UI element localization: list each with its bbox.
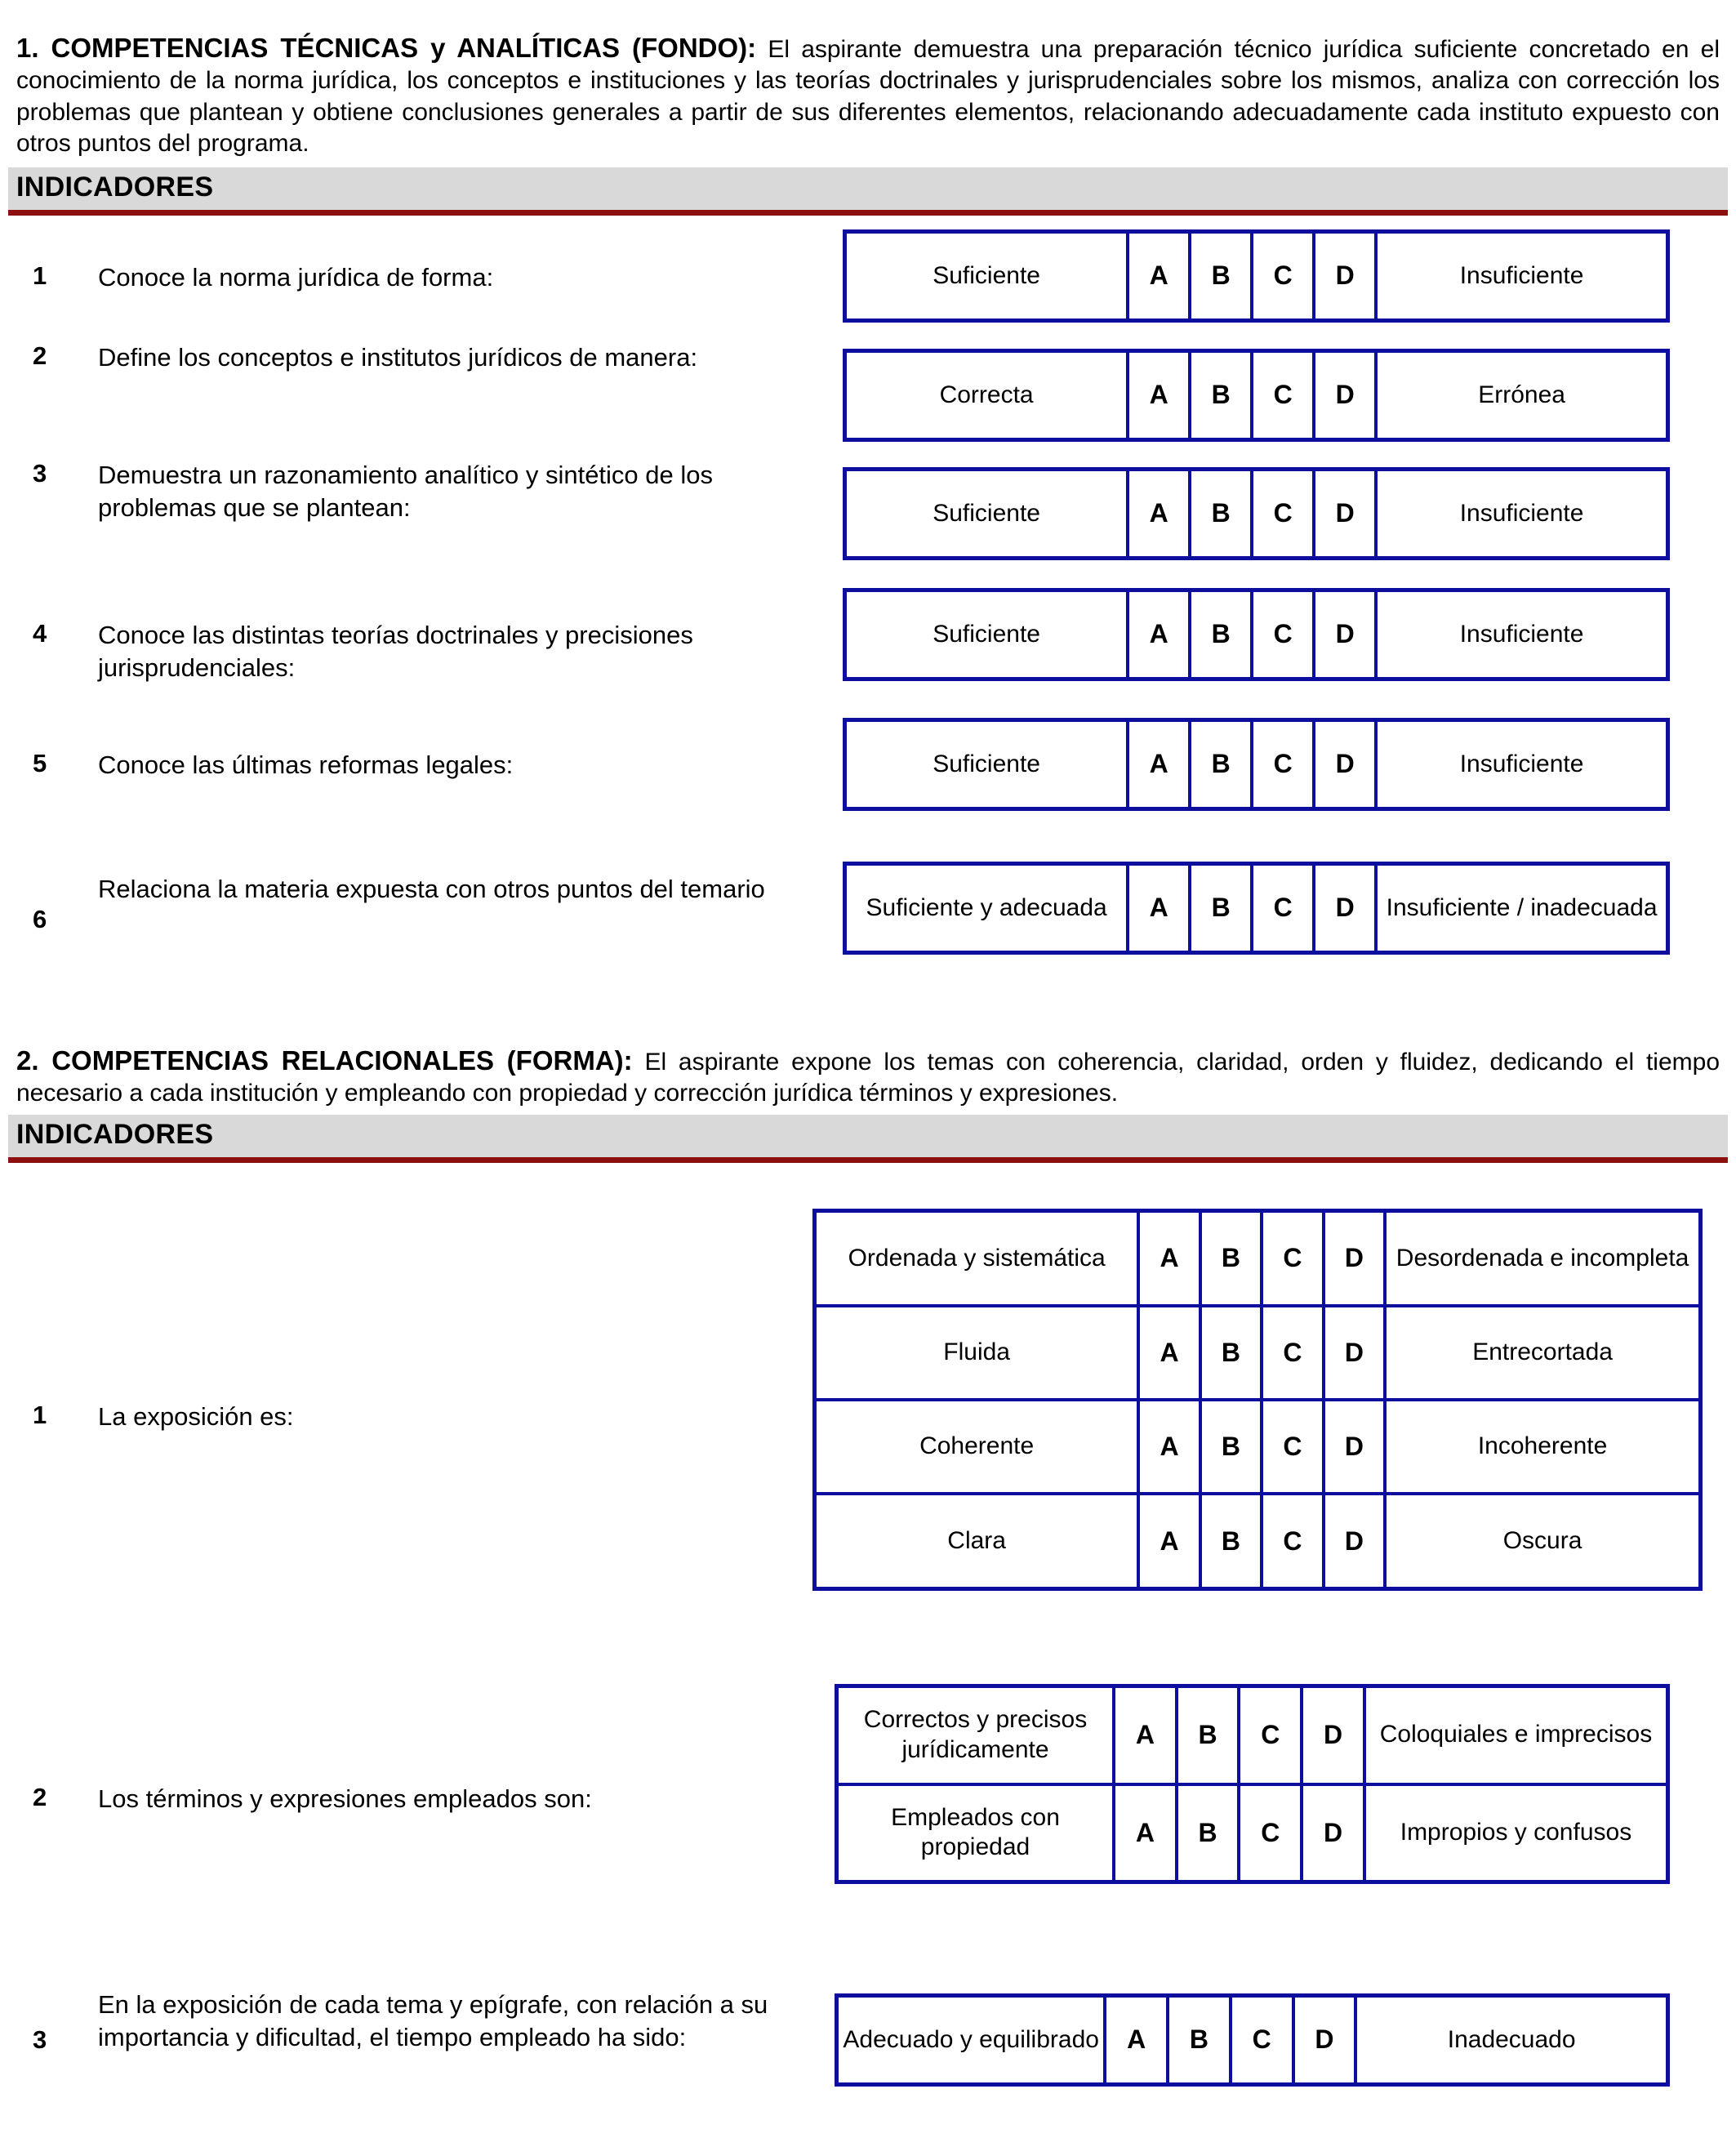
- grade-cell-c[interactable]: C: [1239, 1686, 1302, 1784]
- grade-cell-c[interactable]: C: [1252, 232, 1314, 321]
- rating-table[interactable]: [843, 467, 1670, 560]
- grade-cell-a[interactable]: A: [1138, 1400, 1200, 1494]
- table-row[interactable]: [815, 1400, 1701, 1494]
- section-2-description: El aspirante expone los temas con coherencia, claridad, orden y fluidez, dedicando el tiempo necesario a cada institución y empleando con propiedad y corrección jurídica términos y expresiones.: [16, 1049, 1720, 1107]
- question-number: 4: [33, 619, 47, 648]
- question-number: 3: [33, 459, 47, 488]
- question-text: Conoce la norma jurídica de forma:: [98, 263, 494, 292]
- grade-cell-c[interactable]: C: [1262, 1494, 1323, 1588]
- grade-cell-d[interactable]: D: [1314, 590, 1376, 679]
- rating-table[interactable]: [835, 1684, 1670, 1884]
- grade-cell-d[interactable]: D: [1314, 470, 1376, 559]
- grade-cell-a[interactable]: A: [1138, 1494, 1200, 1588]
- grade-cell-d[interactable]: D: [1302, 1686, 1364, 1784]
- rating-left-label: Suficiente: [845, 720, 1128, 809]
- table-row[interactable]: [837, 1784, 1668, 1882]
- grade-cell-b[interactable]: B: [1200, 1400, 1262, 1494]
- table-row[interactable]: [837, 1996, 1668, 2085]
- rating-table[interactable]: [843, 229, 1670, 323]
- section-1-intro: [16, 31, 1720, 160]
- grade-cell-b[interactable]: B: [1190, 864, 1252, 953]
- grade-cell-a[interactable]: A: [1128, 232, 1190, 321]
- table-row[interactable]: [845, 351, 1668, 440]
- rating-left-label: Fluida: [815, 1306, 1139, 1400]
- table-row[interactable]: [845, 864, 1668, 953]
- grade-cell-c[interactable]: C: [1252, 351, 1314, 440]
- rating-table[interactable]: [835, 1993, 1670, 2087]
- question-number: 5: [33, 749, 47, 777]
- rating-left-label: Adecuado y equilibrado: [837, 1996, 1106, 2085]
- rating-table[interactable]: [843, 588, 1670, 681]
- table-row[interactable]: [845, 590, 1668, 679]
- grade-cell-d[interactable]: D: [1314, 864, 1376, 953]
- grade-cell-d[interactable]: D: [1314, 232, 1376, 321]
- rating-right-label: Inadecuado: [1355, 1996, 1667, 2085]
- table-row[interactable]: [837, 1686, 1668, 1784]
- grade-cell-d[interactable]: D: [1324, 1494, 1385, 1588]
- question-text: Define los conceptos e institutos jurídicos de manera:: [98, 343, 698, 372]
- grade-cell-d[interactable]: D: [1324, 1211, 1385, 1306]
- question-number: 1: [33, 1401, 47, 1429]
- rating-left-label: Empleados con propiedad: [837, 1784, 1115, 1882]
- section-1-number: 1.: [16, 33, 39, 63]
- grade-cell-c[interactable]: C: [1252, 720, 1314, 809]
- rating-right-label: Impropios y confusos: [1364, 1784, 1668, 1882]
- grade-cell-a[interactable]: A: [1128, 720, 1190, 809]
- question-number: 3: [33, 2025, 47, 2054]
- table-row[interactable]: [815, 1494, 1701, 1588]
- grade-cell-a[interactable]: A: [1128, 590, 1190, 679]
- rating-left-label: Correcta: [845, 351, 1128, 440]
- rating-left-label: Suficiente: [845, 470, 1128, 559]
- grade-cell-c[interactable]: C: [1262, 1211, 1323, 1306]
- table-row[interactable]: [845, 232, 1668, 321]
- table-row[interactable]: [845, 720, 1668, 809]
- rating-left-label: Coherente: [815, 1400, 1139, 1494]
- table-row[interactable]: [815, 1306, 1701, 1400]
- grade-cell-b[interactable]: B: [1177, 1784, 1240, 1882]
- rating-right-label: Entrecortada: [1385, 1306, 1700, 1400]
- grade-cell-b[interactable]: B: [1190, 720, 1252, 809]
- grade-cell-d[interactable]: D: [1324, 1400, 1385, 1494]
- question-text: La exposición es:: [98, 1402, 294, 1431]
- grade-cell-b[interactable]: B: [1200, 1494, 1262, 1588]
- rating-table[interactable]: [843, 718, 1670, 811]
- grade-cell-a[interactable]: A: [1128, 470, 1190, 559]
- grade-cell-c[interactable]: C: [1252, 590, 1314, 679]
- grade-cell-a[interactable]: A: [1114, 1686, 1177, 1784]
- grade-cell-b[interactable]: B: [1200, 1306, 1262, 1400]
- grade-cell-b[interactable]: B: [1190, 590, 1252, 679]
- rating-right-label: Oscura: [1385, 1494, 1700, 1588]
- question-text: Demuestra un razonamiento analítico y sintético de los problemas que se plantean:: [98, 461, 714, 523]
- table-row[interactable]: [845, 470, 1668, 559]
- rating-right-label: Coloquiales e imprecisos: [1364, 1686, 1668, 1784]
- grade-cell-b[interactable]: B: [1200, 1211, 1262, 1306]
- rating-left-label: Suficiente y adecuada: [845, 864, 1128, 953]
- rating-table[interactable]: [843, 349, 1670, 442]
- grade-cell-d[interactable]: D: [1302, 1784, 1364, 1882]
- question-number: 1: [33, 261, 47, 290]
- grade-cell-b[interactable]: B: [1177, 1686, 1240, 1784]
- section-2-heading: COMPETENCIAS RELACIONALES (FORMA):: [51, 1045, 633, 1076]
- section-2-number: 2.: [16, 1045, 39, 1076]
- grade-cell-c[interactable]: C: [1252, 864, 1314, 953]
- grade-cell-a[interactable]: A: [1128, 351, 1190, 440]
- rating-left-label: Correctos y precisos jurídicamente: [837, 1686, 1115, 1784]
- question-text: Conoce las distintas teorías doctrinales y precisiones jurisprudenciales:: [98, 621, 693, 683]
- rating-right-label: Insuficiente: [1376, 470, 1667, 559]
- grade-cell-b[interactable]: B: [1190, 232, 1252, 321]
- section-2-intro: [16, 1044, 1720, 1110]
- grade-cell-c[interactable]: C: [1252, 470, 1314, 559]
- grade-cell-c[interactable]: C: [1231, 1996, 1293, 2085]
- question-text: Los términos y expresiones empleados son:: [98, 1784, 592, 1813]
- grade-cell-d[interactable]: D: [1324, 1306, 1385, 1400]
- rating-right-label: Incoherente: [1385, 1400, 1700, 1494]
- table-row[interactable]: [815, 1211, 1701, 1306]
- rating-left-label: Suficiente: [845, 232, 1128, 321]
- rating-table[interactable]: [843, 862, 1670, 955]
- indicadores-label: INDICADORES: [16, 1119, 214, 1150]
- section-1-heading: COMPETENCIAS TÉCNICAS y ANALÍTICAS (FONDO):: [51, 33, 757, 63]
- rating-table[interactable]: [812, 1209, 1703, 1591]
- grade-cell-a[interactable]: A: [1138, 1211, 1200, 1306]
- grade-cell-a[interactable]: A: [1105, 1996, 1168, 2085]
- rating-left-label: Ordenada y sistemática: [815, 1211, 1139, 1306]
- grade-cell-b[interactable]: B: [1190, 470, 1252, 559]
- rating-right-label: Desordenada e incompleta: [1385, 1211, 1700, 1306]
- question-number: 2: [33, 341, 47, 370]
- question-text: Relaciona la materia expuesta con otros puntos del temario: [98, 875, 765, 903]
- grade-cell-c[interactable]: C: [1262, 1400, 1323, 1494]
- grade-cell-a[interactable]: A: [1138, 1306, 1200, 1400]
- question-number: 2: [33, 1783, 47, 1811]
- rating-right-label: Errónea: [1376, 351, 1667, 440]
- rating-right-label: Insuficiente: [1376, 232, 1667, 321]
- rating-right-label: Insuficiente: [1376, 720, 1667, 809]
- rating-left-label: Suficiente: [845, 590, 1128, 679]
- question-number: 6: [33, 905, 47, 933]
- grade-cell-d[interactable]: D: [1293, 1996, 1356, 2085]
- question-text: Conoce las últimas reformas legales:: [98, 751, 514, 779]
- rating-right-label: Insuficiente: [1376, 590, 1667, 679]
- grade-cell-c[interactable]: C: [1262, 1306, 1323, 1400]
- grade-cell-d[interactable]: D: [1314, 720, 1376, 809]
- rating-right-label: Insuficiente / inadecuada: [1376, 864, 1667, 953]
- rating-left-label: Clara: [815, 1494, 1139, 1588]
- grade-cell-a[interactable]: A: [1128, 864, 1190, 953]
- indicadores-bar-section-2: [8, 1115, 1728, 1163]
- grade-cell-b[interactable]: B: [1190, 351, 1252, 440]
- indicadores-bar-section-1: [8, 167, 1728, 216]
- grade-cell-a[interactable]: A: [1114, 1784, 1177, 1882]
- question-text: En la exposición de cada tema y epígrafe, con relación a su importancia y dificultad, el tiempo empleado ha sido:: [98, 1990, 768, 2052]
- grade-cell-c[interactable]: C: [1239, 1784, 1302, 1882]
- indicadores-label: INDICADORES: [16, 171, 214, 203]
- section-1-description: El aspirante demuestra una preparación técnico jurídica suficiente concretado en el conocimiento de la norma jurídica, los conceptos e instituciones y las teorías doctrinales y jurisprudenciales sobre los mismos, analiza con corrección los problemas que plantean y obtiene conclusiones generales a partir de sus diferentes elementos, relacionando adecuadamente cada instituto expuesto con otros puntos del programa.: [16, 36, 1720, 158]
- grade-cell-d[interactable]: D: [1314, 351, 1376, 440]
- grade-cell-b[interactable]: B: [1168, 1996, 1231, 2085]
